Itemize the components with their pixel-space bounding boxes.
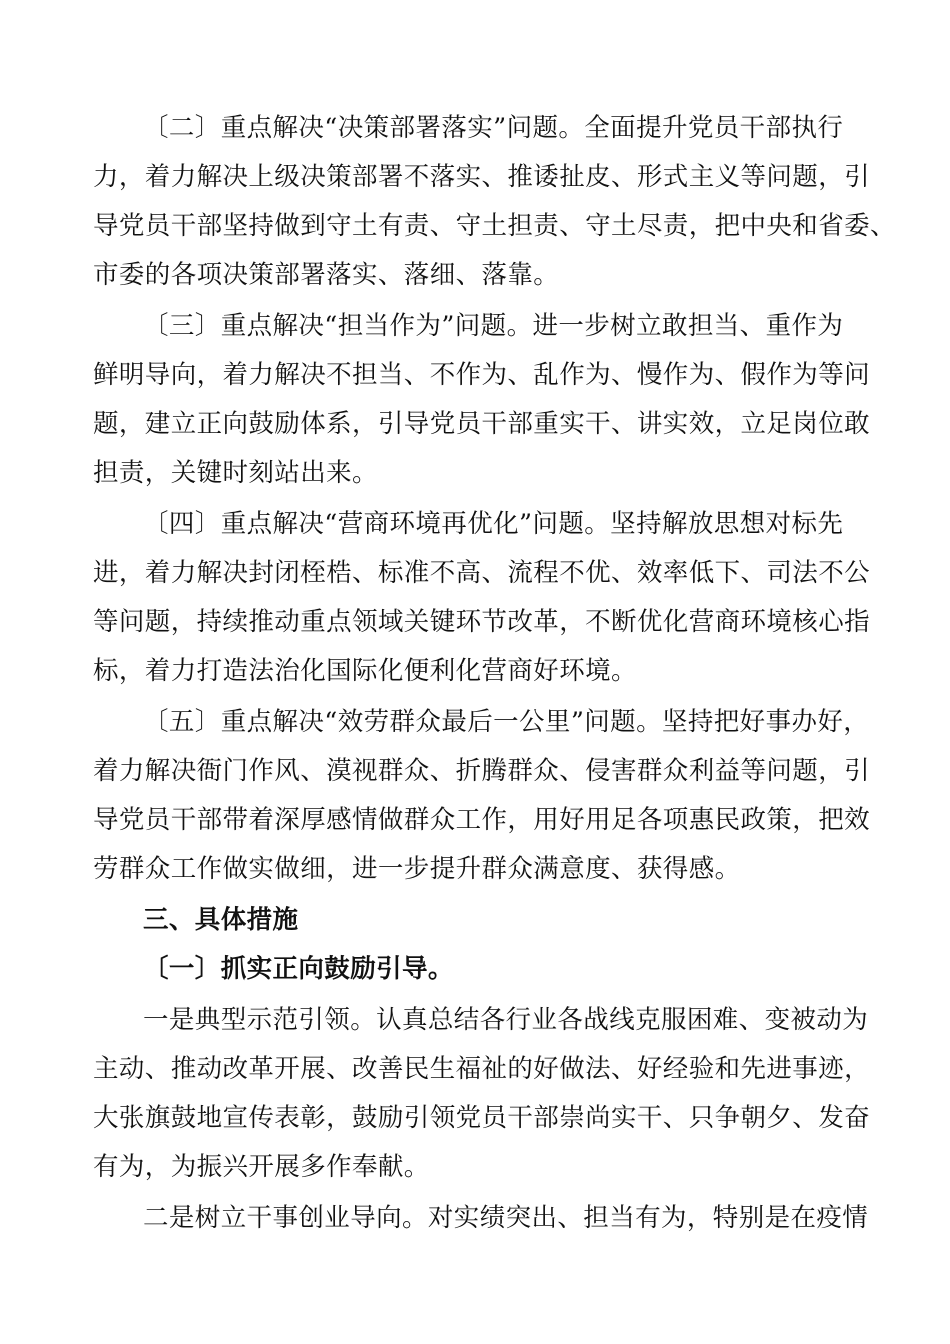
paragraph-3-line-1: 〔三〕重点解决“担当作为”问题。进一步树立敢担当、重作为 — [143, 311, 844, 341]
paragraph-5-line-4: 劳群众工作做实做细，进一步提升群众满意度、获得感。 — [93, 854, 741, 884]
paragraph-3-line-2: 鲜明导向，着力解决不担当、不作为、乱作为、慢作为、假作为等问 — [93, 360, 871, 390]
paragraph-4-line-1: 〔四〕重点解决“营商环境再优化”问题。坚持解放思想对标先 — [143, 509, 844, 539]
paragraph-5-line-2: 着力解决衙门作风、漠视群众、折腾群众、侵害群众利益等问题，引 — [93, 756, 871, 786]
paragraph-4-line-2: 进，着力解决封闭桎梏、标准不高、流程不优、效率低下、司法不公 — [93, 558, 871, 588]
paragraph-3-line-3: 题，建立正向鼓励体系，引导党员干部重实干、讲实效，立足岗位敢 — [93, 409, 871, 439]
subsection-heading: 〔一〕抓实正向鼓励引导。 — [143, 954, 454, 984]
section-heading: 三、具体措施 — [143, 905, 299, 935]
paragraph-5-line-1: 〔五〕重点解决“效劳群众最后一公里”问题。坚持把好事办好， — [143, 707, 870, 737]
paragraph-3-line-4: 担责，关键时刻站出来。 — [93, 458, 378, 488]
paragraph-4-line-4: 标，着力打造法治化国际化便利化营商好环境。 — [93, 656, 637, 686]
measure-1-line-4: 有为，为振兴开展多作奉献。 — [93, 1152, 430, 1182]
paragraph-2-line-4: 市委的各项决策部署落实、落细、落靠。 — [93, 260, 560, 290]
measure-2-line-1: 二是树立干事创业导向。对实绩突出、担当有为，特别是在疫情 — [143, 1203, 869, 1233]
measure-1-line-1: 一是典型示范引领。认真总结各行业各战线克服困难、变被动为 — [143, 1005, 869, 1035]
paragraph-5-line-3: 导党员干部带着深厚感情做群众工作，用好用足各项惠民政策，把效 — [93, 805, 871, 835]
paragraph-2-line-2: 力，着力解决上级决策部署不落实、推诿扯皮、形式主义等问题，引 — [93, 162, 871, 192]
paragraph-2-line-1: 〔二〕重点解决“决策部署落实”问题。全面提升党员干部执行 — [143, 113, 844, 143]
paragraph-2-line-3: 导党员干部坚持做到守土有责、守土担责、守土尽责，把中央和省委、 — [93, 211, 896, 241]
measure-1-line-3: 大张旗鼓地宣传表彰，鼓励引领党员干部崇尚实干、只争朝夕、发奋 — [93, 1103, 871, 1133]
paragraph-4-line-3: 等问题，持续推动重点领域关键环节改革，不断优化营商环境核心指 — [93, 607, 871, 637]
measure-1-line-2: 主动、推动改革开展、改善民生福祉的好做法、好经验和先进事迹， — [93, 1054, 871, 1084]
